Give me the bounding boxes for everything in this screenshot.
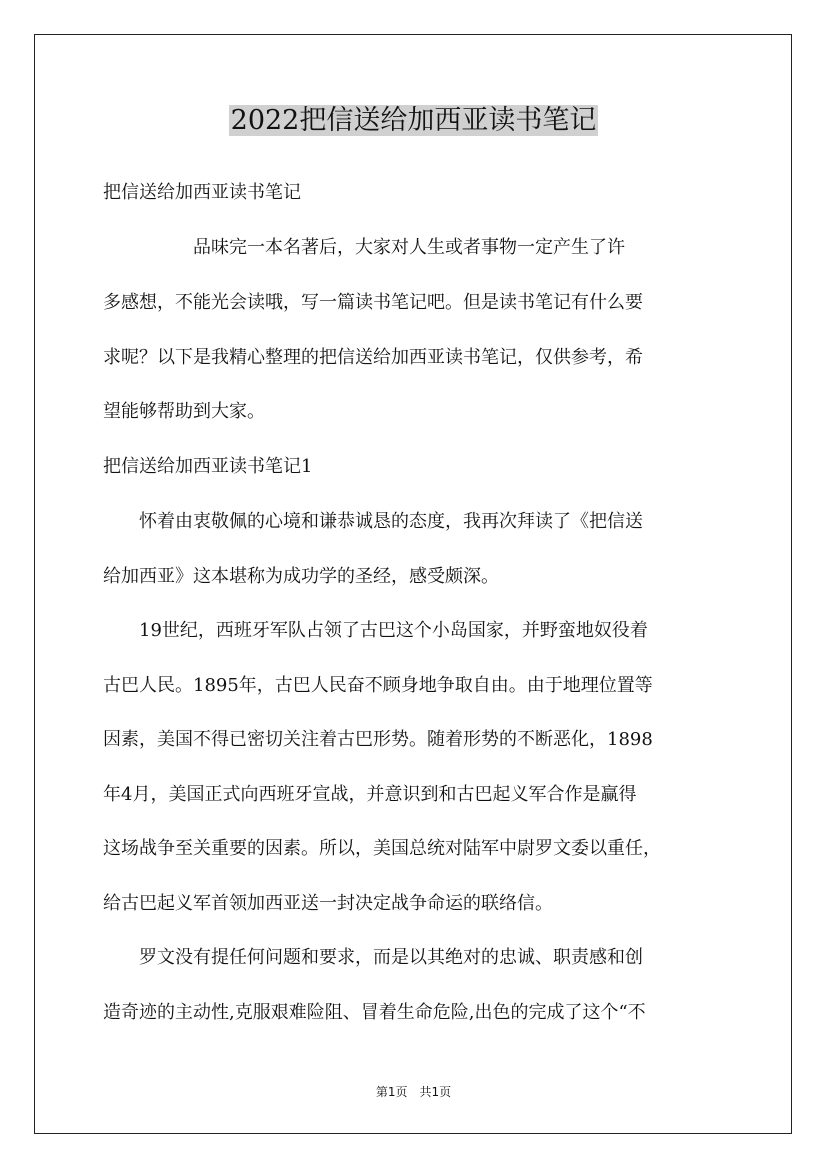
- paragraph2-line: 年4月，美国正式向西班牙宣战，并意识到和古巴起义军合作是赢得: [103, 784, 637, 805]
- document-subtitle: 把信送给加西亚读书笔记: [103, 182, 301, 203]
- intro-line: 望能够帮助到大家。: [103, 401, 265, 422]
- document-title-text: 2022把信送给加西亚读书笔记: [230, 105, 597, 136]
- paragraph1-line: 怀着由衷敬佩的心境和谦恭诚恳的态度，我再次拜读了《把信送: [103, 511, 643, 532]
- page-footer: [0, 1083, 827, 1101]
- paragraph3-line: 罗文没有提任何问题和要求，而是以其绝对的忠诚、职责感和创: [103, 947, 643, 968]
- paragraph3-line: 造奇迹的主动性,克服艰难险阻、冒着生命危险,出色的完成了这个“不: [103, 1002, 646, 1023]
- paragraph2-line: 给古巴起义军首领加西亚送一封决定战争命运的联络信。: [103, 893, 553, 914]
- paragraph2-line: 19世纪，西班牙军队占领了古巴这个小岛国家，并野蛮地奴役着: [103, 620, 648, 641]
- intro-line: 求呢？以下是我精心整理的把信送给加西亚读书笔记，仅供参考，希: [103, 347, 643, 368]
- paragraph2-line: 因素，美国不得已密切关注着古巴形势。随着形势的不断恶化，1898: [103, 729, 653, 750]
- document-title: [0, 101, 827, 141]
- paragraph2-line: 古巴人民。1895年，古巴人民奋不顾身地争取自由。由于地理位置等: [103, 675, 653, 696]
- paragraph2-line: 这场战争至关重要的因素。所以，美国总统对陆军中尉罗文委以重任，: [103, 838, 661, 859]
- paragraph1-line: 给加西亚》这本堪称为成功学的圣经，感受颇深。: [103, 566, 499, 587]
- intro-line: 品味完一本名著后，大家对人生或者事物一定产生了许: [103, 237, 625, 258]
- page-number-label: 第1页 共1页: [375, 1085, 452, 1099]
- intro-line: 多感想，不能光会读哦，写一篇读书笔记吧。但是读书笔记有什么要: [103, 292, 643, 313]
- section-heading: 把信送给加西亚读书笔记1: [103, 456, 313, 477]
